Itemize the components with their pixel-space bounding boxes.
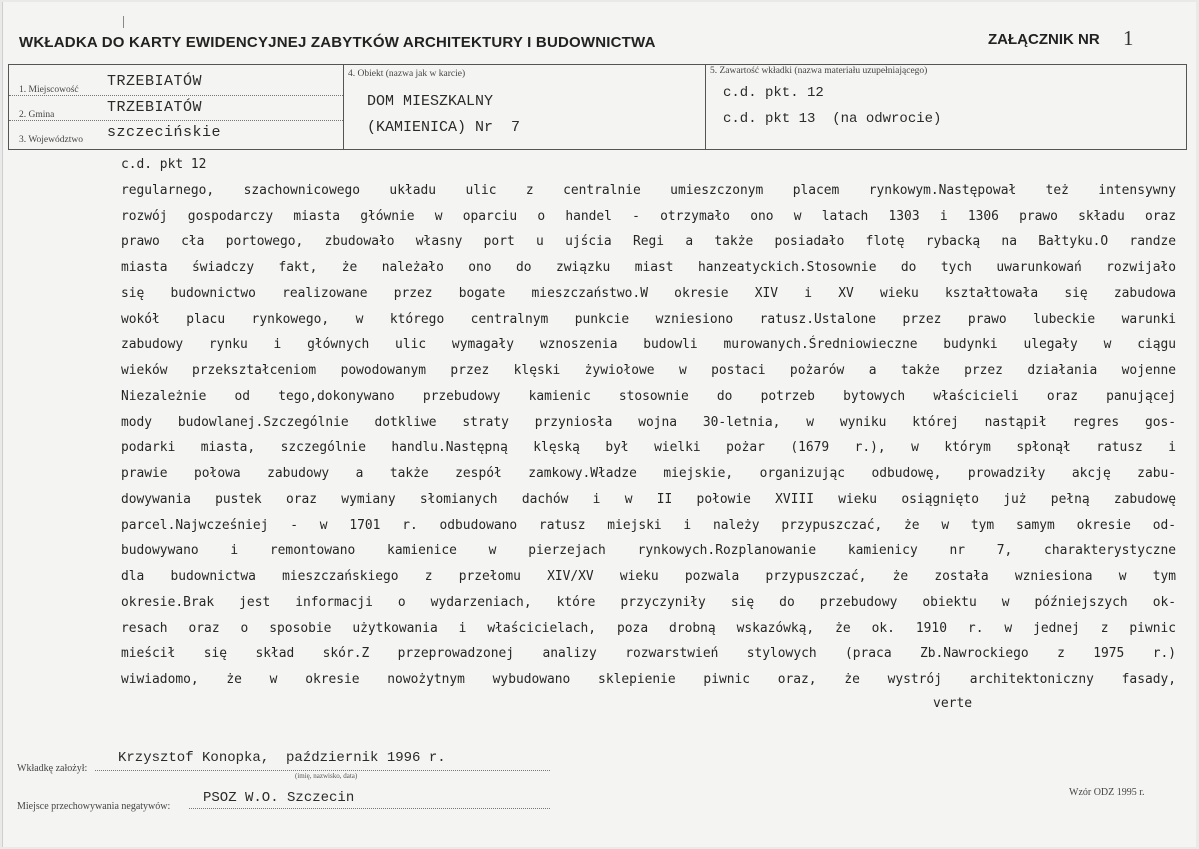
body-line: mieścił się skład skór.Z przeprowadzonej analizy rozwarstwień stylowych (praca Zb.Nawrockiego z 1975 r.) <box>121 646 1176 662</box>
zalozyl-label: Wkładkę założył: <box>17 763 88 774</box>
body-line: parcel.Najwcześniej - w 1701 r. odbudowano ratusz miejski i należy przypuszczać, że w tym samym okresie od- <box>121 517 1176 533</box>
attachment-number: 1 <box>1123 26 1134 50</box>
obiekt-label: 4. Obiekt (nazwa jak w karcie) <box>348 69 466 79</box>
zawartosc-line-2: c.d. pkt 13 (na odwrocie) <box>723 111 942 127</box>
wojewodztwo-label: 3. Województwo <box>19 135 83 145</box>
body-line: regularnego, szachownicowego układu ulic z centralnie umieszczonym placem rynkowym.Następował też intensywny <box>121 182 1176 198</box>
body-line: miasta świadczy fakt, że należało ono do związku miast hanzeatyckich.Stosownie do tych uwarunkowań rozwijało <box>121 260 1176 275</box>
body-line: wiwiadomo, że w okresie nowożytnym wybudowano sklepienie piwnic oraz, że wystrój architektoniczny fasady, <box>121 672 1176 687</box>
gmina-value: TRZEBIATÓW <box>107 99 203 116</box>
zalozyl-value: Krzysztof Konopka, październik 1996 r. <box>118 750 446 766</box>
body-line: rozwój gospodarczy miasta głównie w oparciu o handel - otrzymało ono w latach 1303 i 1306 prawo składu oraz <box>121 208 1176 224</box>
body-line: resach oraz o sposobie użytkowania i właścicielach, poza drobną wskazówką, że ok. 1910 r. w jednej z piwnic <box>121 620 1176 636</box>
przechowywania-value: PSOZ W.O. Szczecin <box>203 790 355 806</box>
body-line: się budownictwo realizowane przez bogate mieszczaństwo.W okresie XIV i XV wieku kształtowała się zabudowa <box>121 285 1176 301</box>
obiekt-type: (KAMIENICA) Nr 7 <box>367 119 521 136</box>
obiekt-name: DOM MIESZKALNY <box>367 93 494 110</box>
miejscowosc-value: TRZEBIATÓW <box>107 73 203 90</box>
form-title: WKŁADKA DO KARTY EWIDENCYJNEJ ZABYTKÓW ARCHITEKTURY I BUDOWNICTWA <box>19 34 656 51</box>
body-line: Niezależnie od tego,dokonywano przebudowy kamienic stosownie do potrzeb bytowych właścicieli oraz panującej <box>121 388 1176 404</box>
miejscowosc-label: 1. Miejscowość <box>19 85 79 95</box>
body-line: dla budownictwa mieszczańskiego z przełomu XIV/XV wieku pozwala przypuszczać, że została wzniesiona w tym <box>121 569 1176 584</box>
row-divider <box>9 120 343 121</box>
przechowywania-dotted-line <box>189 808 550 809</box>
attachment-label: ZAŁĄCZNIK NR <box>988 31 1100 48</box>
continuation-text <box>121 152 1176 693</box>
zalozyl-dotted-line <box>95 770 550 771</box>
gmina-label: 2. Gmina <box>19 110 55 120</box>
body-line: dowywania pustek oraz wymiany słomianych dachów i w II połowie XVIII wieku osiągnięto już pełną zabudowę <box>121 491 1176 507</box>
body-line: prawie połowa zabudowy a także zespół zamkowy.Władze miejskie, organizując odbudowę, prowadziły akcję zabu- <box>121 466 1176 481</box>
body-line: wokół placu rynkowego, w którego centralnym punkcie wzniesiono ratusz.Ustalone przez prawo lubeckie warunki <box>121 311 1176 327</box>
body-line: mody budowlanej.Szczególnie dotkliwe straty przyniosła wojna 30-letnia, w wyniku której nastąpił regres gos- <box>121 414 1176 430</box>
verte-note: verte <box>933 696 973 711</box>
zawartosc-line-1: c.d. pkt. 12 <box>723 85 824 101</box>
pencil-mark <box>123 16 124 28</box>
zawartosc-label: 5. Zawartość wkładki (nazwa materiału uzupełniającego) <box>710 66 928 76</box>
body-line: okresie.Brak jest informacji o wydarzeniach, które przyczyniły się do przebudowy obiektu w późniejszych ok- <box>121 594 1176 610</box>
body-line: wieków przekształceniom powodowanym przez klęski żywiołowe w postaci pożarów a także przez działania wojenne <box>121 363 1176 378</box>
zalozyl-caption: (imię, nazwisko, data) <box>295 772 358 780</box>
body-line: podarki miasta, szczególnie handlu.Następną klęską był wielki pożar (1679 r.), w którym spłonął ratusz i <box>121 440 1176 456</box>
continuation-heading: c.d. pkt 12 <box>121 157 207 172</box>
record-sheet <box>2 2 1196 847</box>
row-divider <box>9 95 343 96</box>
wojewodztwo-value: szczecińskie <box>107 124 222 141</box>
przechowywania-label: Miejsce przechowywania negatywów: <box>17 801 171 812</box>
identification-box <box>8 64 1187 150</box>
column-divider <box>343 65 344 149</box>
body-line: budowywano i remontowano kamienice w pierzejach rynkowych.Rozplanowanie kamienicy nr 7, charakterystyczne <box>121 543 1176 559</box>
column-divider <box>705 65 706 149</box>
body-line: zabudowy rynku i głównych ulic wymagały wznoszenia budowli murowanych.Średniowieczne budynki ulegały w ciągu <box>121 337 1176 353</box>
form-template-note: Wzór ODZ 1995 r. <box>1069 787 1145 798</box>
body-line: prawo cła portowego, zbudowało własny port u ujścia Regi a także posiadało flotę rybacką na Bałtyku.O randze <box>121 234 1176 250</box>
